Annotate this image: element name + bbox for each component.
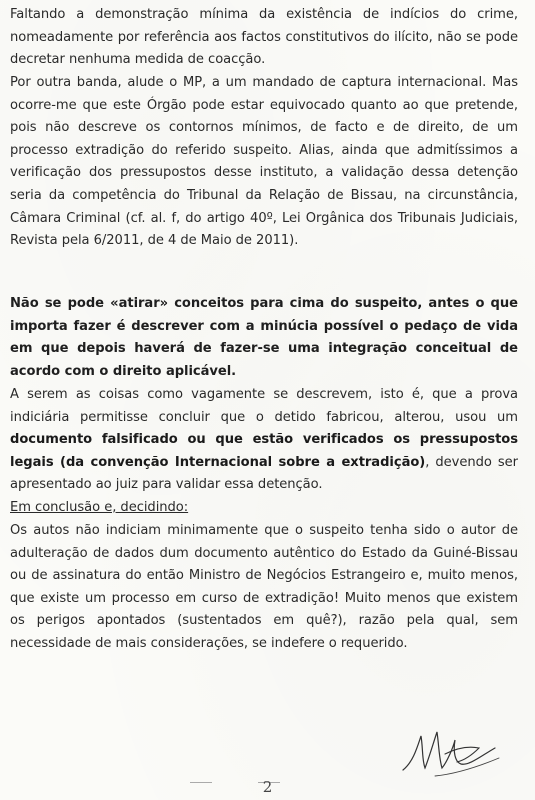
paragraph-2: [10, 72, 518, 253]
page-number: 2: [262, 778, 273, 796]
paragraph-4: [10, 384, 518, 497]
paragraph-2-text: Por outra banda, alude o MP, a um mandado de captura internacional. Mas ocorre-me que este Órgão pode estar equivocado quanto ao que pretende, pois não descreve os contornos mínimos, de facto e de direito, de um processo extradição do referido suspeito. Alias, ainda que admitíssimos a verificação dos pressupostos desse instituto, a validação dessa detenção seria da competência do Tribunal da Relação de Bissau, na circunstância, Câmara Criminal (cf. al. f, do artigo 40º, Lei Orgânica dos Tribunais Judiciais, Revista pela 6/2011, de 4 de Maio de 2011).: [10, 75, 518, 249]
paragraph-4-part-2: , devendo ser apresentado ao juiz para validar essa detenção.: [10, 454, 518, 493]
conclusion-heading: [10, 497, 518, 520]
paragraph-3: [10, 293, 518, 383]
paragraph-5-text: Os autos não indiciam minimamente que o suspeito tenha sido o autor de adulteração de dados dum documento autêntico do Estado da Guiné-Bissau ou de assinatura do então Ministro de Negócios Estrangeiro e, muito menos, que existe um processo em curso de extradição! Muito menos que existem os perigos apontados (sustentados em quê?), razão pela qual, sem necessidade de mais considerações, se indefere o requerido.: [10, 523, 518, 651]
paragraph-4-text: [10, 384, 518, 497]
paragraph-3-text: Não se pode «atirar» conceitos para cima do suspeito, antes o que importa fazer é descrever com a minúcia possível o pedaço de vida em que depois haverá de fazer-se uma integração conceitual de acordo com o direito aplicável.: [10, 296, 518, 379]
paragraph-4-part-1: A serem as coisas como vagamente se descrevem, isto é, que a prova indiciária permitisse concluir que o detido fabricou, alterou, usou um: [10, 387, 518, 425]
paragraph-5: [10, 520, 518, 656]
conclusion-heading-text: Em conclusão e, decidindo:: [10, 500, 189, 515]
paragraph-1-text: Faltando a demonstração mínima da existência de indícios do crime, nomeadamente por referência aos factos constitutivos do ilícito, não se pode decretar nenhuma medida de coacção.: [10, 7, 518, 68]
paragraph-4-emphasis: documento falsificado ou que estão verificados os pressupostos legais (da convenção Internacional sobre a extradição): [10, 432, 518, 470]
paragraph-1: [10, 4, 518, 72]
